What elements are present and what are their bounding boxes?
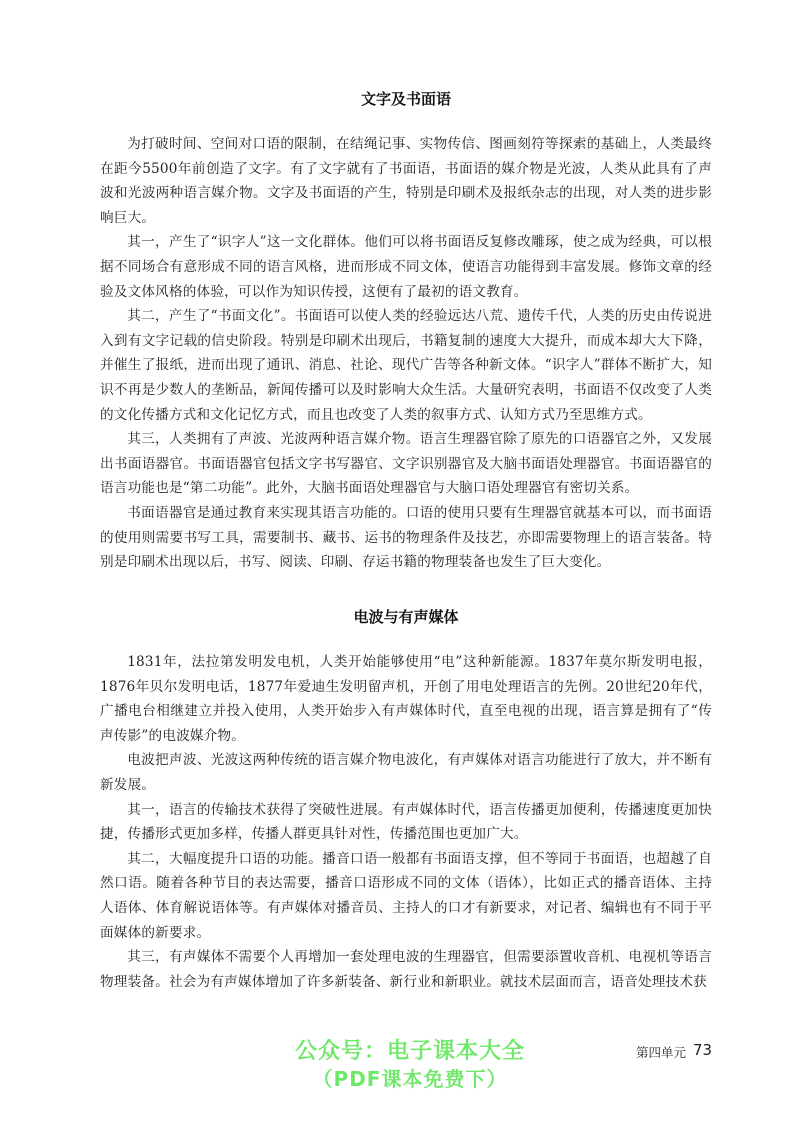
unit-label: 第四单元 <box>636 1045 687 1060</box>
paragraph: 其二，产生了“书面文化”。书面语可以使人类的经验远达八荒、遗传千代，人类的历史由传说进入到有文字记载的信史阶段。特别是印刷术出现后，书籍复制的速度大大提升，而成本却大大下降，并催生了报纸，进而出现了通讯、消息、社论、现代广告等各种新文体。“识字人”群体不断扩大，知识不再是少数人的垄断品，新闻传播可以及时影响大众生活。大量研究表明，书面语不仅改变了人类的文化传播方式和文化记忆方式，而且也改变了人类的叙事方式、认知方式乃至思维方式。 <box>100 308 712 423</box>
section-title: 文字及书面语 <box>360 90 451 108</box>
section-title: 电波与有声媒体 <box>353 608 459 626</box>
paragraph: 其三，有声媒体不需要个人再增加一套处理电波的生理器官，但需要添置收音机、电视机等语言物理装备。社会为有声媒体增加了许多新装备、新行业和新职业。就技术层面而言，语音处理技术获 <box>100 949 712 990</box>
watermark-line: 公众号：电子课本大全 <box>294 1039 525 1064</box>
watermark-line: （PDF课本免费下） <box>312 1067 508 1091</box>
watermark <box>290 1038 530 1092</box>
paragraph: 其一，语言的传输技术获得了突破性进展。有声媒体时代，语言传播更加便利，传播速度更加快捷，传播形式更加多样，传播人群更具针对性，传播范围也更加广大。 <box>100 801 712 843</box>
paragraph: 为打破时间、空间对口语的限制，在结绳记事、实物传信、图画刻符等探索的基础上，人类最终在距今5500年前创造了文字。有了文字就有了书面语，书面语的媒介物是光波，人类从此具有了声波和光波两种语言媒介物。文字及书面语的产生，特别是印刷术及报纸杂志的出现，对人类的进步影响巨大。 <box>100 136 712 226</box>
section-writing <box>100 88 712 575</box>
section-radio-media <box>100 606 712 994</box>
paragraph: 1831年，法拉第发明发电机，人类开始能够使用“电”这种新能源。1837年莫尔斯发明电报，1876年贝尔发明电话，1877年爱迪生发明留声机，开创了用电处理语言的先例。20世纪20年代，广播电台相继建立并投入使用，人类开始步入有声媒体时代，直至电视的出现，语言算是拥有了“传声传影”的电波媒介物。 <box>100 654 712 744</box>
paragraph: 其二，大幅度提升口语的功能。播音口语一般都有书面语支撑，但不等同于书面语，也超越了自然口语。随着各种节目的表达需要，播音口语形成不同的文体（语体），比如正式的播音语体、主持人语体、体育解说语体等。有声媒体对播音员、主持人的口才有新要求，对记者、编辑也有不同于平面媒体的新要求。 <box>100 850 712 941</box>
page-number: 73 <box>693 1041 713 1059</box>
paragraph: 电波把声波、光波这两种传统的语言媒介物电波化，有声媒体对语言功能进行了放大，并不断有新发展。 <box>100 752 712 793</box>
paragraph: 书面语器官是通过教育来实现其语言功能的。口语的使用只要有生理器官就基本可以，而书面语的使用则需要书写工具，需要制书、藏书、运书的物理条件及技艺，亦即需要物理上的语言装备。特别是印刷术出现以后，书写、阅读、印刷、存运书籍的物理装备也发生了巨大变化。 <box>100 504 712 571</box>
paragraph: 其一，产生了“识字人”这一文化群体。他们可以将书面语反复修改雕琢，使之成为经典，可以根据不同场合有意形成不同的语言风格，进而形成不同文体，使语言功能得到丰富发展。修饰文章的经验及文体风格的体验，可以作为知识传授，这便有了最初的语文教育。 <box>100 234 712 300</box>
paragraph: 其三，人类拥有了声波、光波两种语言媒介物。语言生理器官除了原先的口语器官之外，又发展出书面语器官。书面语器官包括文字书写器官、文字识别器官及大脑书面语处理器官。书面语器官的语言功能也是“第二功能”。此外，大脑书面语处理器官与大脑口语处理器官有密切关系。 <box>100 431 712 497</box>
